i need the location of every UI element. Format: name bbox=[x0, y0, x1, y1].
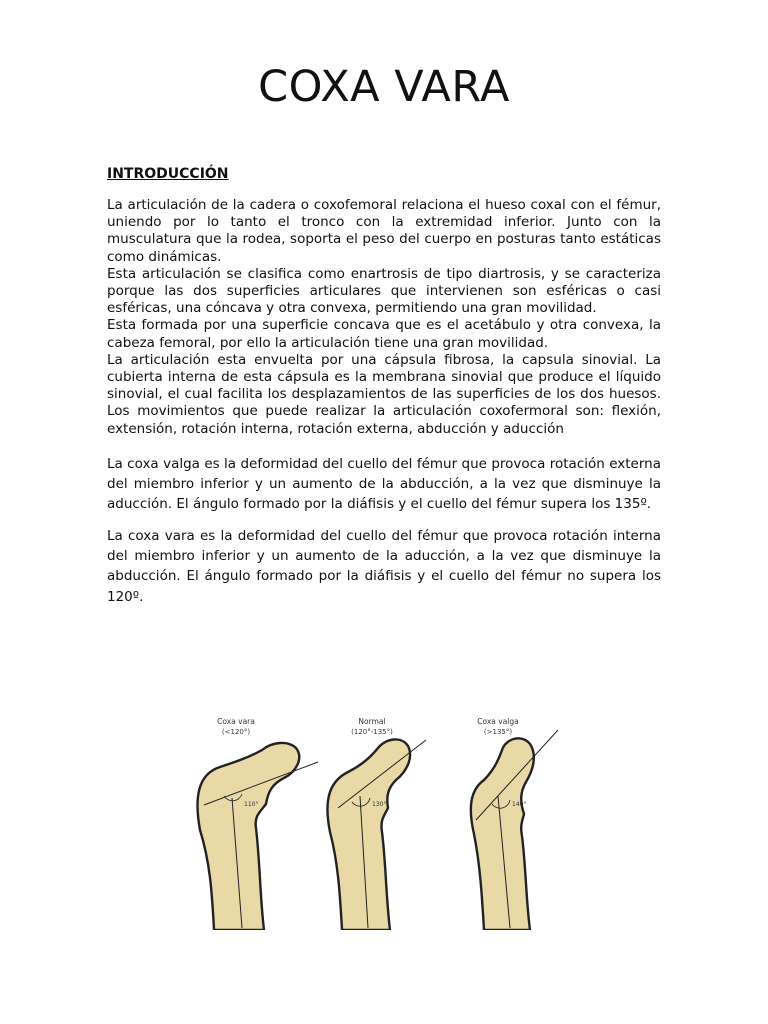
panel-range-vara: (<120°) bbox=[221, 728, 251, 736]
panel-label-normal: Normal bbox=[358, 717, 386, 726]
intro-paragraph: Esta articulación se clasifica como enartrosis de tipo diartrosis, y se caracteriza porque las dos superficies articulares que intervienen son esféricas o casi esféricas, una cóncava y otra convexa, permitiendo una gran movilidad. bbox=[107, 265, 661, 317]
angle-value-valga: 140° bbox=[512, 801, 527, 808]
section-heading: INTRODUCCIÓN bbox=[107, 166, 229, 182]
femur-coxa-valga bbox=[471, 717, 558, 930]
femur-illustration bbox=[180, 712, 580, 930]
panel-label-valga: Coxa valga bbox=[477, 717, 519, 726]
coxa-vara-paragraph: La coxa vara es la deformidad del cuello del fémur que provoca rotación interna del miembro inferior y un aumento de la aducción, a la vez que disminuye la abducción. El ángulo formado por la diáfisis y el cuello del fémur no supera los 120º. bbox=[107, 527, 661, 605]
document-title: COXA VARA bbox=[258, 62, 510, 112]
femur-illustration-svg bbox=[180, 712, 580, 930]
coxa-valga-paragraph: La coxa valga es la deformidad del cuello del fémur que provoca rotación externa del miembro inferior y un aumento de la abducción, a la vez que disminuye la aducción. El ángulo formado por la diáfisis y el cuello del fémur supera los 135º. bbox=[107, 455, 661, 513]
femur-normal bbox=[327, 717, 426, 930]
document-body bbox=[107, 164, 661, 607]
panel-label-vara: Coxa vara bbox=[217, 717, 255, 726]
panel-range-valga: (>135°) bbox=[483, 728, 513, 736]
femur-outline-vara bbox=[197, 743, 299, 930]
intro-paragraph: Esta formada por una superficie concava que es el acetábulo y otra convexa, la cabeza femoral, por ello la articulación tiene una gran movilidad. bbox=[107, 317, 661, 351]
femur-outline-normal bbox=[327, 739, 410, 930]
angle-value-vara: 110° bbox=[244, 801, 259, 808]
femur-coxa-vara bbox=[197, 717, 318, 930]
intro-section bbox=[107, 197, 661, 438]
panel-range-normal: (120°-135°) bbox=[351, 728, 393, 736]
intro-paragraph: La articulación esta envuelta por una cápsula fibrosa, la capsula sinovial. La cubierta interna de esta cápsula es la membrana sinovial que produce el líquido sinovial, el cual facilita los desplazamientos de las superficies de los dos huesos. Los movimientos que puede realizar la articulación coxofermoral son: flexión, extensión, rotación interna, rotación externa, abducción y aducción bbox=[107, 351, 661, 437]
angle-value-normal: 130° bbox=[372, 801, 387, 808]
intro-paragraph: La articulación de la cadera o coxofemoral relaciona el hueso coxal con el fémur, uniendo por lo tanto el tronco con la extremidad inferior. Junto con la musculatura que la rodea, soporta el peso del cuerpo en posturas tanto estáticas como dinámicas. bbox=[107, 197, 661, 265]
